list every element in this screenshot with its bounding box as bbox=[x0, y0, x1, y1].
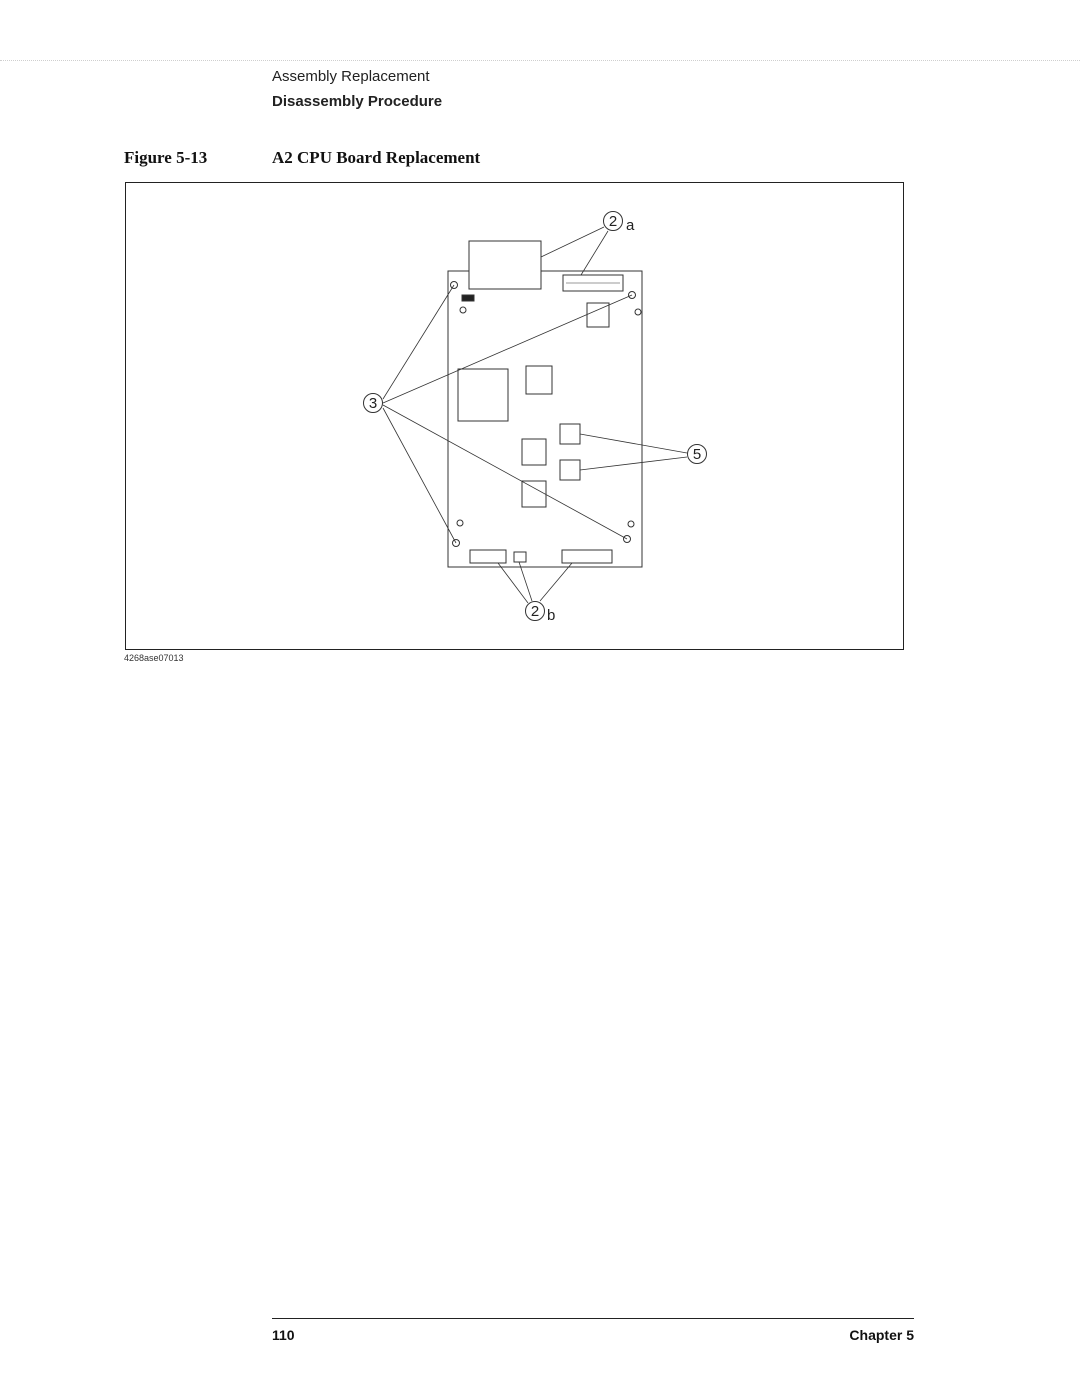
board-top-component bbox=[469, 241, 541, 289]
chapter-label: Chapter 5 bbox=[849, 1327, 914, 1343]
header-dotted-rule bbox=[0, 60, 1080, 61]
large-chip bbox=[458, 369, 508, 421]
callout-2a-suffix: a bbox=[626, 217, 635, 234]
chip-center bbox=[526, 366, 552, 394]
figure-image-id: 4268ase07013 bbox=[124, 653, 184, 663]
page-number: 110 bbox=[272, 1327, 295, 1343]
chip-5-upper bbox=[560, 424, 580, 444]
callout-2a-number: 2 bbox=[608, 213, 618, 230]
screw-inner-top-right bbox=[635, 309, 641, 315]
figure-title: A2 CPU Board Replacement bbox=[272, 148, 481, 167]
callout-2b-suffix: b bbox=[547, 607, 556, 624]
callout-5-number: 5 bbox=[692, 446, 702, 463]
chip-5-lower bbox=[560, 460, 580, 480]
figure-frame bbox=[125, 182, 904, 650]
screw-inner-bottom-left bbox=[457, 520, 463, 526]
callout-3-number: 3 bbox=[368, 395, 378, 412]
cpu-board-diagram bbox=[126, 183, 905, 651]
callout-2b-number: 2 bbox=[530, 603, 540, 620]
bottom-connector-right bbox=[562, 550, 612, 563]
screw-inner-bottom-right bbox=[628, 521, 634, 527]
board-marker bbox=[462, 295, 474, 301]
figure-number: Figure 5-13 bbox=[124, 148, 208, 167]
running-header-section: Assembly Replacement bbox=[272, 68, 430, 85]
screw-inner-top-left bbox=[460, 307, 466, 313]
bottom-connector-left bbox=[470, 550, 506, 563]
running-header-subsection: Disassembly Procedure bbox=[272, 93, 443, 110]
chip-lower bbox=[522, 481, 546, 507]
bottom-connector-small bbox=[514, 552, 526, 562]
cpu-board-outline bbox=[448, 271, 642, 567]
footer-rule bbox=[272, 1318, 914, 1319]
chip-left-middle bbox=[522, 439, 546, 465]
